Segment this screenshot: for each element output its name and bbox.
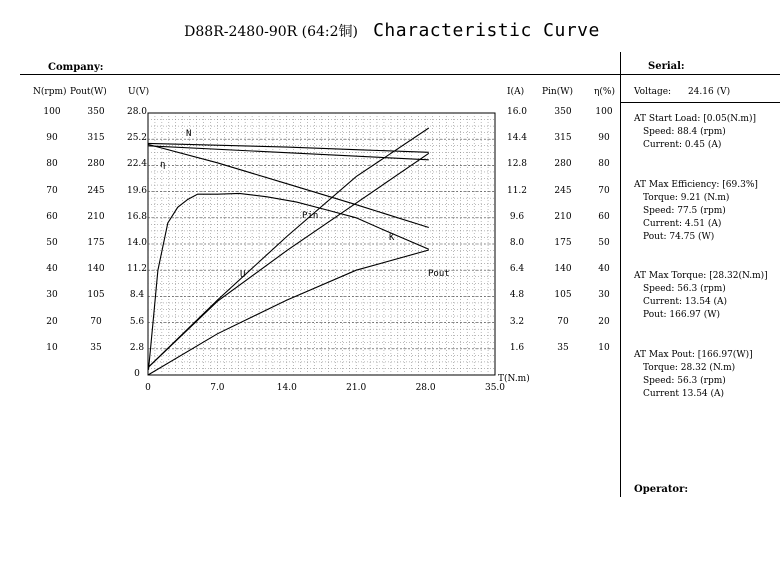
pin-tick: 280 — [554, 159, 572, 170]
series-label-n: N — [186, 129, 192, 139]
max-pout-current: Current 13.54 (A) — [643, 389, 725, 399]
pout-tick: 105 — [87, 290, 105, 301]
pout-tick: 70 — [90, 316, 102, 327]
eff-tick: 60 — [598, 211, 610, 222]
u-tick: 22.4 — [126, 159, 148, 170]
pout-tick: 175 — [87, 238, 105, 248]
eff-tick: 30 — [598, 290, 610, 301]
i-tick: 16.0 — [506, 107, 528, 117]
eff-tick: 50 — [598, 238, 610, 248]
series-label-u: U — [240, 270, 246, 280]
series-label-efficiency: η — [160, 160, 166, 170]
company-label: Company: — [48, 62, 104, 73]
pout-axis-label: Pout(W) — [70, 87, 107, 97]
max-eff-speed: Speed: 77.5 (rpm) — [643, 206, 726, 216]
series-pin-line — [148, 128, 429, 368]
max-pout-title: AT Max Pout: [166.97(W)] — [634, 350, 753, 360]
pout-tick: 35 — [90, 342, 102, 353]
start-load-title: AT Start Load: [0.05(N.m)] — [634, 114, 756, 124]
eff-tick: 70 — [598, 185, 610, 196]
u-tick: 25.2 — [126, 133, 148, 144]
max-pout-speed: Speed: 56.3 (rpm) — [643, 376, 726, 386]
n-tick: 80 — [46, 159, 58, 170]
i-tick: 3.2 — [509, 316, 525, 327]
max-torque-speed: Speed: 56.3 (rpm) — [643, 284, 726, 294]
n-tick: 70 — [46, 185, 58, 196]
eff-tick: 40 — [598, 264, 610, 275]
u-tick: 0 — [134, 369, 140, 379]
series-label-pout: Pout — [428, 269, 450, 279]
pout-tick: 280 — [87, 159, 105, 170]
pin-tick: 35 — [557, 342, 569, 353]
i-tick: 11.2 — [506, 185, 528, 196]
n-tick: 50 — [46, 238, 58, 248]
u-tick: 19.6 — [126, 185, 148, 196]
pout-tick: 140 — [87, 264, 105, 275]
pin-tick: 175 — [554, 238, 572, 248]
n-tick: 10 — [46, 342, 58, 353]
x-tick: 14.0 — [276, 383, 297, 393]
i-tick: 6.4 — [509, 264, 525, 275]
max-torque-title: AT Max Torque: [28.32(N.m)] — [634, 271, 768, 281]
eff-tick: 80 — [598, 159, 610, 170]
x-tick: 35.0 — [484, 383, 506, 393]
eff-tick: 90 — [598, 133, 610, 144]
i-tick: 1.6 — [509, 342, 525, 353]
pout-tick: 350 — [87, 107, 105, 117]
x-tick: 0 — [145, 383, 151, 393]
max-eff-current: Current: 4.51 (A) — [643, 219, 722, 229]
pin-tick: 105 — [554, 290, 572, 301]
i-axis-label: I(A) — [507, 87, 525, 97]
pin-tick: 315 — [554, 133, 572, 144]
pin-tick: 70 — [557, 316, 569, 327]
eff-tick: 20 — [598, 316, 610, 327]
pout-tick: 315 — [87, 133, 105, 144]
pout-tick: 245 — [87, 185, 105, 196]
u-tick: 8.4 — [129, 290, 145, 301]
eff-tick: 10 — [598, 342, 610, 353]
x-tick: 28.0 — [415, 383, 436, 393]
n-tick: 30 — [46, 290, 58, 301]
i-tick: 12.8 — [506, 159, 528, 170]
pin-tick: 350 — [554, 107, 572, 117]
series-u-line — [148, 146, 429, 160]
u-tick: 5.6 — [129, 316, 145, 327]
i-tick: 9.6 — [509, 211, 525, 222]
eff-axis-label: η(%) — [594, 87, 615, 97]
u-tick: 2.8 — [129, 342, 145, 353]
n-axis-label: N(rpm) — [33, 87, 67, 97]
max-torque-current: Current: 13.54 (A) — [643, 297, 728, 307]
i-tick: 4.8 — [509, 290, 525, 301]
pout-tick: 210 — [87, 211, 105, 222]
max-torque-pout: Pout: 166.97 (W) — [643, 310, 721, 320]
voltage-value: 24.16 (V) — [687, 87, 731, 97]
model-name: D88R-2480-90R (64:2铜) — [184, 24, 358, 40]
n-tick: 100 — [43, 107, 61, 117]
voltage-row — [634, 87, 730, 97]
series-label-pin: Pin — [302, 211, 319, 221]
pin-tick: 140 — [554, 264, 572, 275]
i-tick: 8.0 — [509, 238, 525, 248]
x-axis-unit: T(N.m) — [498, 374, 530, 384]
max-eff-pout: Pout: 74.75 (W) — [643, 232, 715, 242]
u-tick: 14.0 — [126, 238, 148, 248]
n-tick: 60 — [46, 211, 58, 222]
n-tick: 90 — [46, 133, 58, 144]
eff-tick: 100 — [595, 107, 613, 117]
chart-title: Characteristic Curve — [373, 20, 600, 41]
pin-tick: 245 — [554, 185, 572, 196]
u-axis-label: U(V) — [128, 87, 150, 97]
u-tick: 16.8 — [126, 211, 148, 222]
pin-axis-label: Pin(W) — [542, 87, 574, 97]
max-pout-torque: Torque: 28.32 (N.m) — [643, 363, 736, 373]
x-tick: 21.0 — [346, 383, 367, 393]
pin-tick: 210 — [554, 211, 572, 222]
series-efficiency-line — [149, 193, 429, 369]
n-tick: 20 — [46, 316, 58, 327]
operator-label: Operator: — [634, 484, 689, 495]
series-label-k: K — [389, 233, 395, 243]
start-load-current: Current: 0.45 (A) — [643, 140, 722, 150]
voltage-label: Voltage: — [634, 87, 672, 97]
i-tick: 14.4 — [506, 133, 528, 144]
u-tick: 11.2 — [126, 264, 148, 275]
series-k-line — [148, 144, 429, 227]
start-load-speed: Speed: 88.4 (rpm) — [643, 127, 726, 137]
n-tick: 40 — [46, 264, 58, 275]
max-eff-title: AT Max Efficiency: [69.3%] — [634, 180, 758, 190]
u-tick: 28.0 — [126, 107, 148, 117]
series-pout-line — [148, 250, 429, 375]
serial-label: Serial: — [648, 61, 685, 72]
max-eff-torque: Torque: 9.21 (N.m) — [643, 193, 730, 203]
x-tick: 7.0 — [210, 383, 225, 393]
